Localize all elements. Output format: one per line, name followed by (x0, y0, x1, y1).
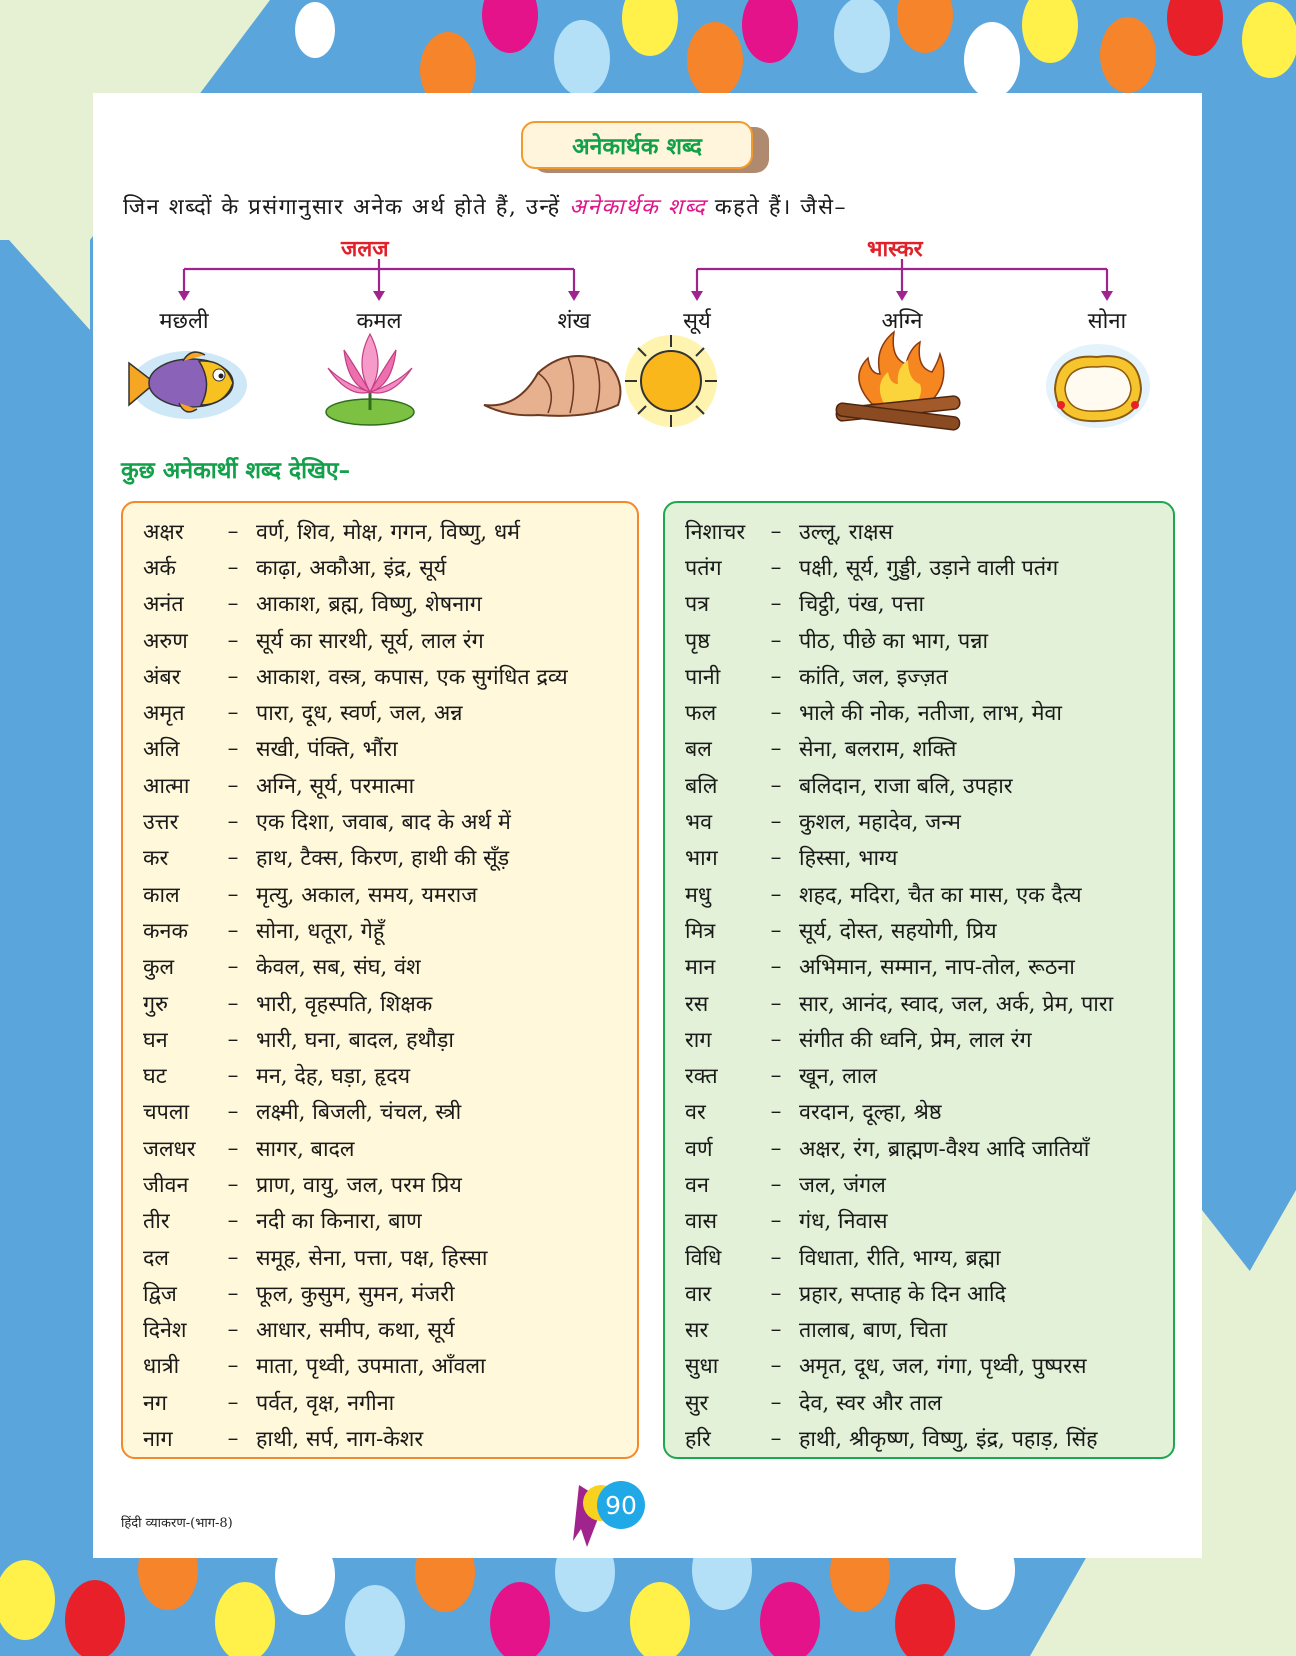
list-meaning: देव, स्वर और ताल (799, 1390, 943, 1416)
list-word: उत्तर (143, 810, 179, 836)
list-dash: – (770, 1317, 782, 1343)
list-meaning: उल्लू, राक्षस (799, 519, 894, 545)
list-dash: – (227, 1426, 239, 1452)
list-dash: – (227, 917, 239, 943)
list-dash: – (227, 554, 239, 580)
book-page (93, 93, 1202, 1558)
list-word: पृष्ठ (685, 628, 710, 654)
list-item (123, 1166, 637, 1202)
list-dash: – (770, 1389, 782, 1415)
list-meaning: सोना, धतूरा, गेहूँ (256, 918, 385, 944)
list-word: द्विज (143, 1281, 177, 1307)
list-item (123, 912, 637, 948)
list-dash: – (227, 1244, 239, 1270)
list-item (123, 1130, 637, 1166)
meaning-fire: अग्नि (881, 309, 923, 334)
list-item (665, 513, 1173, 549)
list-item (665, 586, 1173, 622)
list-word: रक्त (685, 1064, 718, 1090)
fish-picture (121, 343, 251, 423)
list-meaning: अक्षर, रंग, ब्राह्मण-वैश्य आदि जातियाँ (799, 1136, 1090, 1162)
list-dash: – (770, 736, 782, 762)
list-dash: – (770, 881, 782, 907)
list-meaning: आकाश, ब्रह्म, विष्णु, शेषनाग (256, 592, 482, 618)
list-item (123, 549, 637, 585)
meaning-fish: मछली (159, 309, 209, 334)
list-word: अलि (143, 737, 180, 763)
list-meaning: संगीत की ध्वनि, प्रेम, लाल रंग (799, 1027, 1032, 1053)
list-meaning: हाथी, श्रीकृष्ण, विष्णु, इंद्र, पहाड़, सिंह (799, 1427, 1098, 1453)
list-dash: – (227, 1099, 239, 1125)
list-item (123, 1384, 637, 1420)
list-dash: – (227, 1389, 239, 1415)
list-dash: – (770, 845, 782, 871)
list-dash: – (770, 700, 782, 726)
list-dash: – (770, 772, 782, 798)
list-item (665, 1166, 1173, 1202)
list-dash: – (770, 591, 782, 617)
list-item (123, 1239, 637, 1275)
meaning-tree-connectors (93, 255, 1202, 305)
list-item (123, 1275, 637, 1311)
list-dash: – (770, 1426, 782, 1452)
list-word: चपला (143, 1100, 190, 1126)
gold-picture (1043, 341, 1153, 431)
list-meaning: विधाता, रीति, भाग्य, ब्रह्मा (799, 1245, 1001, 1271)
list-word: वार (685, 1281, 712, 1307)
list-dash: – (770, 627, 782, 653)
list-item (123, 949, 637, 985)
list-word: वर (685, 1100, 706, 1126)
list-meaning: आधार, समीप, कथा, सूर्य (256, 1318, 455, 1344)
list-meaning: चिट्ठी, पंख, पत्ता (799, 592, 925, 618)
list-meaning: सूर्य का सारथी, सूर्य, लाल रंग (256, 628, 484, 654)
list-dash: – (770, 1135, 782, 1161)
example-word-bhaskar: भास्कर (867, 236, 923, 262)
meaning-lotus: कमल (356, 309, 402, 334)
intro-text-end: कहते हैं। जैसे– (706, 195, 848, 220)
list-meaning: शहद, मदिरा, चैत का मास, एक दैत्य (799, 882, 1082, 908)
word-list-left (121, 501, 639, 1459)
list-meaning: आकाश, वस्त्र, कपास, एक सुगंधित द्रव्य (256, 664, 568, 690)
list-meaning: लक्ष्मी, बिजली, चंचल, स्त्री (256, 1100, 462, 1126)
list-item (665, 1420, 1173, 1456)
list-item (123, 876, 637, 912)
example-word-jalaj: जलज (341, 236, 389, 262)
list-dash: – (227, 1353, 239, 1379)
list-dash: – (227, 772, 239, 798)
list-dash: – (227, 1280, 239, 1306)
list-word: मधु (685, 882, 712, 908)
list-meaning: भारी, घना, बादल, हथौड़ा (256, 1027, 454, 1053)
list-word: अंबर (143, 664, 181, 690)
title-badge (521, 121, 771, 175)
list-dash: – (770, 1244, 782, 1270)
list-word: दिनेश (143, 1318, 187, 1344)
list-word: निशाचर (685, 519, 746, 545)
list-word: सुर (685, 1390, 709, 1416)
list-dash: – (770, 1026, 782, 1052)
list-item (123, 1348, 637, 1384)
list-item (123, 1420, 637, 1456)
list-word: विधि (685, 1245, 722, 1271)
list-item (665, 1203, 1173, 1239)
list-word: रस (685, 991, 709, 1017)
list-dash: – (227, 990, 239, 1016)
list-dash: – (227, 1317, 239, 1343)
list-item (123, 1094, 637, 1130)
list-meaning: भारी, वृहस्पति, शिक्षक (256, 991, 433, 1017)
list-word: नाग (143, 1427, 173, 1453)
list-item (665, 949, 1173, 985)
list-word: घट (143, 1064, 167, 1090)
list-item (665, 1384, 1173, 1420)
list-dash: – (770, 954, 782, 980)
list-item (665, 1094, 1173, 1130)
list-word: बलि (685, 773, 718, 799)
list-meaning: कांति, जल, इज्ज़त (799, 664, 948, 690)
intro-paragraph (123, 191, 1183, 221)
list-meaning: वर्ण, शिव, मोक्ष, गगन, विष्णु, धर्म (256, 519, 521, 545)
list-dash: – (770, 809, 782, 835)
list-word: वन (685, 1172, 709, 1198)
lotus-picture (308, 328, 438, 428)
list-word: पतंग (685, 555, 722, 581)
list-dash: – (770, 663, 782, 689)
list-item (123, 694, 637, 730)
list-word: दल (143, 1245, 169, 1271)
list-meaning: अभिमान, सम्मान, नाप-तोल, रूठना (799, 955, 1075, 981)
list-meaning: अग्नि, सूर्य, परमात्मा (256, 773, 415, 799)
list-item (665, 985, 1173, 1021)
list-item (123, 1021, 637, 1057)
list-word: घन (143, 1027, 168, 1053)
list-word: जलधर (143, 1136, 196, 1162)
list-word: भव (685, 810, 713, 836)
list-word: राग (685, 1027, 712, 1053)
list-meaning: केवल, सब, संघ, वंश (256, 955, 421, 981)
list-dash: – (770, 990, 782, 1016)
list-meaning: गंध, निवास (799, 1209, 888, 1235)
list-dash: – (770, 917, 782, 943)
meaning-sun: सूर्य (683, 309, 711, 334)
list-item (123, 767, 637, 803)
list-meaning: एक दिशा, जवाब, बाद के अर्थ में (256, 810, 511, 836)
list-word: अक्षर (143, 519, 184, 545)
intro-text-start: जिन शब्दों के प्रसंगानुसार अनेक अर्थ होते हैं, उन्हें (123, 195, 570, 220)
list-item (123, 731, 637, 767)
list-item (665, 622, 1173, 658)
list-meaning: तालाब, बाण, चिता (799, 1318, 948, 1344)
list-meaning: फूल, कुसुम, सुमन, मंजरी (256, 1281, 455, 1307)
list-item (665, 1021, 1173, 1057)
list-meaning: सार, आनंद, स्वाद, जल, अर्क, प्रेम, पारा (799, 991, 1114, 1017)
list-meaning: प्रहार, सप्ताह के दिन आदि (799, 1281, 1006, 1307)
list-meaning: पीठ, पीछे का भाग, पन्ना (799, 628, 989, 654)
list-item (123, 985, 637, 1021)
list-word: काल (143, 882, 180, 908)
list-word: कनक (143, 918, 188, 944)
list-dash: – (227, 700, 239, 726)
list-item (123, 1057, 637, 1093)
list-meaning: अमृत, दूध, जल, गंगा, पृथ्वी, पुष्परस (799, 1354, 1087, 1380)
list-dash: – (770, 554, 782, 580)
list-dash: – (770, 1171, 782, 1197)
list-item (665, 1275, 1173, 1311)
list-word: मित्र (685, 918, 716, 944)
list-word: हरि (685, 1427, 711, 1453)
list-dash: – (227, 881, 239, 907)
book-title-footer: हिंदी व्याकरण-(भाग-8) (121, 1516, 233, 1531)
list-dash: – (770, 1208, 782, 1234)
list-item (123, 658, 637, 694)
list-meaning: नदी का किनारा, बाण (256, 1209, 422, 1235)
list-item (665, 840, 1173, 876)
list-meaning: हिस्सा, भाग्य (799, 846, 898, 872)
list-meaning: मृत्यु, अकाल, समय, यमराज (256, 882, 478, 908)
list-word: नग (143, 1390, 168, 1416)
sub-heading: कुछ अनेकार्थी शब्द देखिए– (121, 457, 351, 484)
list-item (123, 1203, 637, 1239)
list-dash: – (227, 591, 239, 617)
list-dash: – (227, 627, 239, 653)
list-item (665, 767, 1173, 803)
list-dash: – (227, 1063, 239, 1089)
list-item (123, 622, 637, 658)
meaning-conch: शंख (557, 309, 591, 334)
list-word: पानी (685, 664, 721, 690)
page-number-badge (561, 1481, 671, 1553)
list-word: कर (143, 846, 169, 872)
list-meaning: सागर, बादल (256, 1136, 355, 1162)
list-word: पत्र (685, 592, 710, 618)
list-dash: – (227, 736, 239, 762)
list-item (665, 803, 1173, 839)
list-item (665, 1239, 1173, 1275)
list-item (123, 586, 637, 622)
list-meaning: कुशल, महादेव, जन्म (799, 810, 961, 836)
list-item (123, 840, 637, 876)
list-dash: – (770, 518, 782, 544)
list-word: कुल (143, 955, 175, 981)
list-meaning: वरदान, दूल्हा, श्रेष्ठ (799, 1100, 942, 1126)
list-word: सुधा (685, 1354, 719, 1380)
list-meaning: प्राण, वायु, जल, परम प्रिय (256, 1172, 462, 1198)
list-word: सर (685, 1318, 709, 1344)
list-item (665, 731, 1173, 767)
list-word: वास (685, 1209, 718, 1235)
meaning-gold: सोना (1087, 309, 1127, 334)
list-dash: – (227, 1135, 239, 1161)
list-word: जीवन (143, 1172, 189, 1198)
list-item (665, 876, 1173, 912)
list-word: मान (685, 955, 716, 981)
intro-highlight: अनेकार्थक शब्द (569, 195, 707, 220)
list-item (665, 1057, 1173, 1093)
list-word: फल (685, 701, 717, 727)
list-meaning: सूर्य, दोस्त, सहयोगी, प्रिय (799, 918, 997, 944)
list-word: भाग (685, 846, 718, 872)
list-dash: – (227, 1171, 239, 1197)
list-dash: – (770, 1063, 782, 1089)
word-list-right (663, 501, 1175, 1459)
list-dash: – (227, 809, 239, 835)
list-word: अरुण (143, 628, 188, 654)
fire-picture (828, 328, 968, 433)
list-meaning: पर्वत, वृक्ष, नगीना (256, 1390, 395, 1416)
list-dash: – (227, 1026, 239, 1052)
list-item (665, 912, 1173, 948)
list-word: अमृत (143, 701, 185, 727)
list-word: गुरु (143, 991, 168, 1017)
list-dash: – (227, 1208, 239, 1234)
sun-picture (621, 333, 721, 429)
conch-picture (478, 343, 628, 423)
list-item (665, 658, 1173, 694)
list-word: अनंत (143, 592, 184, 618)
list-word: धात्री (143, 1354, 180, 1380)
list-word: बल (685, 737, 712, 763)
list-meaning: सखी, पंक्ति, भौंरा (256, 737, 398, 763)
page-number: 90 (597, 1481, 645, 1529)
list-dash: – (770, 1353, 782, 1379)
list-meaning: माता, पृथ्वी, उपमाता, आँवला (256, 1354, 486, 1380)
list-item (665, 1130, 1173, 1166)
list-item (665, 1312, 1173, 1348)
list-item (665, 549, 1173, 585)
list-word: तीर (143, 1209, 170, 1235)
list-item (665, 1348, 1173, 1384)
list-meaning: जल, जंगल (799, 1172, 886, 1198)
list-meaning: भाले की नोक, नतीजा, लाभ, मेवा (799, 701, 1062, 727)
list-dash: – (227, 518, 239, 544)
list-item (123, 513, 637, 549)
list-meaning: हाथी, सर्प, नाग-केशर (256, 1427, 424, 1453)
list-meaning: पारा, दूध, स्वर्ण, जल, अन्न (256, 701, 463, 727)
list-item (123, 803, 637, 839)
list-dash: – (227, 663, 239, 689)
list-item (665, 694, 1173, 730)
list-word: अर्क (143, 555, 176, 581)
list-meaning: सेना, बलराम, शक्ति (799, 737, 957, 763)
list-word: आत्मा (143, 773, 190, 799)
list-meaning: खून, लाल (799, 1064, 877, 1090)
list-meaning: हाथ, टैक्स, किरण, हाथी की सूँड़ (256, 846, 510, 872)
list-word: वर्ण (685, 1136, 713, 1162)
list-meaning: समूह, सेना, पत्ता, पक्ष, हिस्सा (256, 1245, 488, 1271)
list-dash: – (227, 845, 239, 871)
list-dash: – (770, 1099, 782, 1125)
page-title: अनेकार्थक शब्द (521, 121, 753, 169)
list-meaning: मन, देह, घड़ा, हृदय (256, 1064, 411, 1090)
list-dash: – (770, 1280, 782, 1306)
list-meaning: काढ़ा, अकौआ, इंद्र, सूर्य (256, 555, 447, 581)
list-item (123, 1312, 637, 1348)
list-meaning: पक्षी, सूर्य, गुड्डी, उड़ाने वाली पतंग (799, 555, 1059, 581)
list-dash: – (227, 954, 239, 980)
list-meaning: बलिदान, राजा बलि, उपहार (799, 773, 1013, 799)
